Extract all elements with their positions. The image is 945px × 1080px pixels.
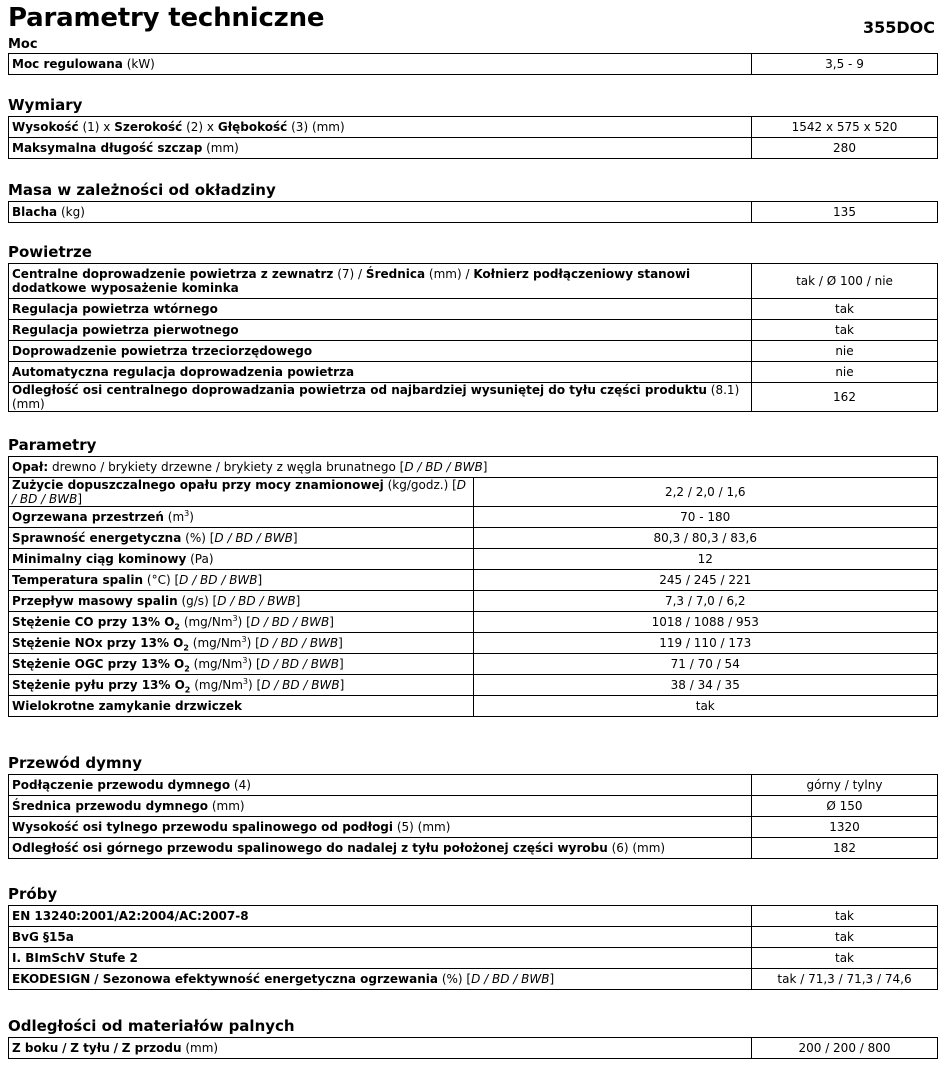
row-value: tak: [473, 696, 938, 717]
row-value: tak / 71,3 / 71,3 / 74,6: [752, 969, 938, 990]
row-label: Ogrzewana przestrzeń $(m^3)$: [9, 507, 474, 528]
section-powietrze: [8, 241, 938, 412]
table-row: [9, 264, 938, 299]
row-value: 3,5 - 9: [752, 54, 938, 75]
model-code: 355DOC: [862, 18, 935, 37]
table-wymiary: [8, 116, 938, 159]
row-value: 162: [752, 383, 938, 412]
fuel-row: Opał: drewno / brykiety drzewne / brykiety z węgla brunatnego [D / BD / BWB]: [9, 457, 938, 478]
row-label: Wielokrotne zamykanie drzwiczek: [9, 696, 474, 717]
section-przewod-dymny: [8, 752, 938, 859]
table-row: [9, 299, 938, 320]
row-label: EN 13240:2001/A2:2004/AC:2007-8: [9, 906, 752, 927]
table-row: [9, 927, 938, 948]
table-row: [9, 906, 938, 927]
table-row: [9, 478, 938, 507]
section-parametry: [8, 434, 938, 717]
table-row: [9, 117, 938, 138]
table-row: [9, 549, 938, 570]
row-label: Blacha (kg): [9, 202, 752, 223]
table-powietrze: [8, 263, 938, 412]
row-value: nie: [752, 362, 938, 383]
section-title-moc: Moc: [8, 37, 38, 52]
row-label: Sprawność energetyczna (%) [D / BD / BWB]: [9, 528, 474, 549]
row-value: tak: [752, 320, 938, 341]
row-value: 80,3 / 80,3 / 83,6: [473, 528, 938, 549]
row-label: Stężenie OGC przy 13% $O_2$ (mg/Nm$^3$) [D / BD / BWB]: [9, 654, 474, 675]
section-masa: [8, 179, 938, 223]
row-value: tak: [752, 299, 938, 320]
section-title-masa: Masa w zależności od okładziny: [8, 181, 276, 199]
section-wymiary: [8, 94, 938, 159]
row-value: 200 / 200 / 800: [752, 1038, 938, 1059]
row-label: I. BImSchV Stufe 2: [9, 948, 752, 969]
row-label: Stężenie CO przy 13% $O_2$ (mg/Nm$^3$) [D / BD / BWB]: [9, 612, 474, 633]
table-row: [9, 654, 938, 675]
row-value: 245 / 245 / 221: [473, 570, 938, 591]
row-value: 135: [752, 202, 938, 223]
table-row: [9, 507, 938, 528]
table-row: [9, 969, 938, 990]
table-row: [9, 138, 938, 159]
row-label: Temperatura spalin (°C) [D / BD / BWB]: [9, 570, 474, 591]
table-row: [9, 612, 938, 633]
row-value: 1542 x 575 x 520: [752, 117, 938, 138]
row-value: 280: [752, 138, 938, 159]
table-row: [9, 675, 938, 696]
table-row: [9, 817, 938, 838]
page-title: Parametry techniczne: [8, 3, 325, 33]
table-odleglosci: [8, 1037, 938, 1059]
row-value: tak: [752, 927, 938, 948]
row-label: Stężenie pyłu przy 13% $O_2$ (mg/Nm$^3$) [D / BD / BWB]: [9, 675, 474, 696]
row-value: nie: [752, 341, 938, 362]
row-label: Centralne doprowadzenie powietrza z zewnatrz (7) / Średnica (mm) / Kołnierz podłączeniowy stanowi dodatkowe wyposażenie kominka: [9, 264, 752, 299]
table-row: [9, 383, 938, 412]
table-proby: [8, 905, 938, 990]
row-label: Minimalny ciąg kominowy (Pa): [9, 549, 474, 570]
row-value: górny / tylny: [752, 775, 938, 796]
row-label: Moc regulowana (kW): [9, 54, 752, 75]
row-value: 7,3 / 7,0 / 6,2: [473, 591, 938, 612]
table-row: [9, 54, 938, 75]
table-row: [9, 948, 938, 969]
row-label: BvG §15a: [9, 927, 752, 948]
table-row: [9, 591, 938, 612]
row-label: Doprowadzenie powietrza trzeciorzędowego: [9, 341, 752, 362]
row-value: tak / Ø 100 / nie: [752, 264, 938, 299]
section-odleglosci: [8, 1015, 938, 1059]
section-title-odleglosci: Odległości od materiałów palnych: [8, 1017, 295, 1035]
table-row: [9, 633, 938, 654]
row-label: Wysokość (1) x Szerokość (2) x Głębokość (3) (mm): [9, 117, 752, 138]
section-title-wymiary: Wymiary: [8, 96, 83, 114]
section-title-przewod: Przewód dymny: [8, 754, 143, 772]
row-value: 182: [752, 838, 938, 859]
table-row: [9, 775, 938, 796]
table-row: [9, 362, 938, 383]
table-row: [9, 341, 938, 362]
section-title-parametry: Parametry: [8, 436, 97, 454]
row-value: tak: [752, 906, 938, 927]
table-row: [9, 457, 938, 478]
row-value: Ø 150: [752, 796, 938, 817]
table-row: [9, 320, 938, 341]
row-value: 1320: [752, 817, 938, 838]
table-row: [9, 202, 938, 223]
row-value: tak: [752, 948, 938, 969]
table-parametry: [8, 456, 938, 717]
row-value: 70 - 180: [473, 507, 938, 528]
section-moc: [8, 37, 938, 75]
section-proby: [8, 883, 938, 990]
row-label: EKODESIGN / Sezonowa efektywność energetyczna ogrzewania (%) [D / BD / BWB]: [9, 969, 752, 990]
row-label: Przepływ masowy spalin (g/s) [D / BD / BWB]: [9, 591, 474, 612]
table-row: [9, 696, 938, 717]
table-row: [9, 570, 938, 591]
row-value: 119 / 110 / 173: [473, 633, 938, 654]
table-przewod: [8, 774, 938, 859]
row-label: Wysokość osi tylnego przewodu spalinowego od podłogi (5) (mm): [9, 817, 752, 838]
table-masa: [8, 201, 938, 223]
row-value: 1018 / 1088 / 953: [473, 612, 938, 633]
row-label: Regulacja powietrza wtórnego: [9, 299, 752, 320]
row-label: Z boku / Z tyłu / Z przodu (mm): [9, 1038, 752, 1059]
row-label: Średnica przewodu dymnego (mm): [9, 796, 752, 817]
row-value: 38 / 34 / 35: [473, 675, 938, 696]
table-row: [9, 838, 938, 859]
row-label: Odległość osi górnego przewodu spalinowego do nadalej z tyłu położonej części wyrobu (6) (mm): [9, 838, 752, 859]
table-row: [9, 1038, 938, 1059]
row-label: Automatyczna regulacja doprowadzenia powietrza: [9, 362, 752, 383]
section-title-powietrze: Powietrze: [8, 243, 92, 261]
row-label: Maksymalna długość szczap (mm): [9, 138, 752, 159]
table-moc: [8, 53, 938, 75]
row-label: Podłączenie przewodu dymnego (4): [9, 775, 752, 796]
table-row: [9, 528, 938, 549]
row-value: 71 / 70 / 54: [473, 654, 938, 675]
row-label: Stężenie NOx przy 13% $O_2$ (mg/Nm$^3$) [D / BD / BWB]: [9, 633, 474, 654]
row-label: Regulacja powietrza pierwotnego: [9, 320, 752, 341]
row-value: 12: [473, 549, 938, 570]
section-title-proby: Próby: [8, 885, 58, 903]
row-value: 2,2 / 2,0 / 1,6: [473, 478, 938, 507]
row-label: Odległość osi centralnego doprowadzania powietrza od najbardziej wysuniętej do tyłu części produktu (8.1) (mm): [9, 383, 752, 412]
row-label: Zużycie dopuszczalnego opału przy mocy znamionowej (kg/godz.) [D / BD / BWB]: [9, 478, 474, 507]
table-row: [9, 796, 938, 817]
